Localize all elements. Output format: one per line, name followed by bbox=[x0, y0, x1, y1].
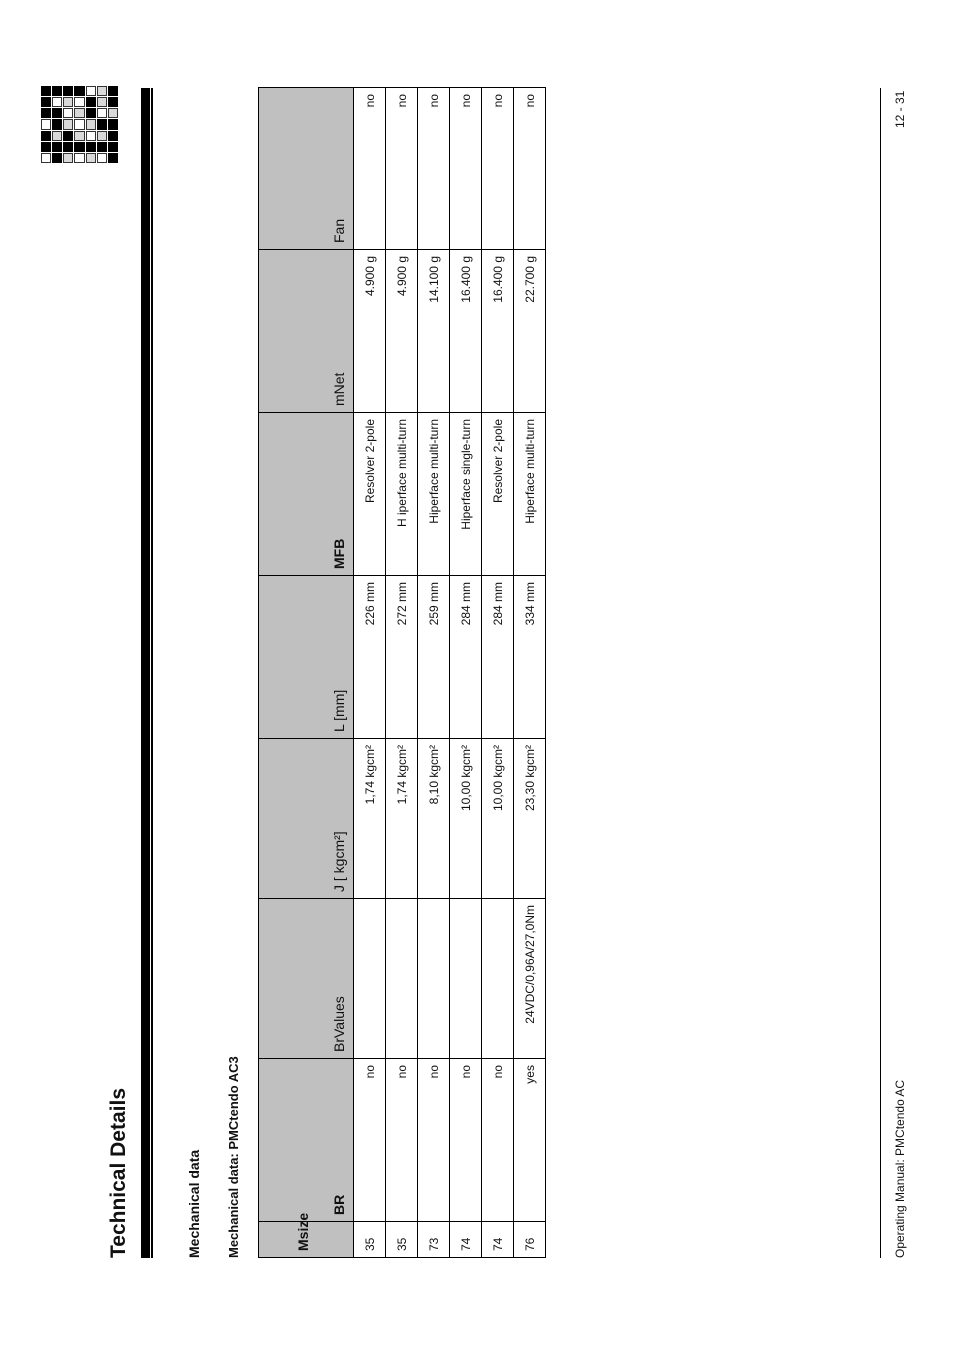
cell-mnet: 22.700 g bbox=[514, 250, 546, 413]
cell-br: yes bbox=[514, 1059, 546, 1222]
table-row bbox=[386, 88, 418, 1258]
cell-l: 226 mm bbox=[354, 576, 386, 739]
cell-mnet: 16.400 g bbox=[450, 250, 482, 413]
footer-manual-name: Operating Manual: PMCtendo AC bbox=[893, 1079, 907, 1258]
table-row bbox=[354, 88, 386, 1258]
company-logo bbox=[41, 86, 118, 163]
column-header-brvalues: BrValues bbox=[259, 899, 354, 1059]
cell-fan: no bbox=[514, 88, 546, 250]
column-header-mnet: mNet bbox=[259, 250, 354, 413]
cell-mfb: Hiperface multi-turn bbox=[418, 413, 450, 576]
cell-msize: 35 bbox=[354, 1222, 386, 1258]
cell-br: no bbox=[450, 1059, 482, 1222]
cell-l: 259 mm bbox=[418, 576, 450, 739]
cell-fan: no bbox=[450, 88, 482, 250]
cell-brvalues: 24VDC/0,96A/27,0Nm bbox=[514, 899, 546, 1059]
header-rule-thin bbox=[151, 88, 153, 1258]
cell-mfb: Resolver 2-pole bbox=[354, 413, 386, 576]
cell-l: 272 mm bbox=[386, 576, 418, 739]
cell-fan: no bbox=[386, 88, 418, 250]
cell-mfb: Hiperface multi-turn bbox=[514, 413, 546, 576]
cell-l: 334 mm bbox=[514, 576, 546, 739]
page-number: 12 - 31 bbox=[893, 90, 907, 128]
cell-j: 1,74 kgcm² bbox=[354, 739, 386, 899]
cell-j: 8,10 kgcm² bbox=[418, 739, 450, 899]
cell-j: 10,00 kgcm² bbox=[482, 739, 514, 899]
column-header-mfb: MFB bbox=[259, 413, 354, 576]
page-title: Technical Details bbox=[107, 1087, 130, 1258]
cell-mnet: 14.100 g bbox=[418, 250, 450, 413]
cell-msize: 74 bbox=[450, 1222, 482, 1258]
cell-mnet: 4.900 g bbox=[354, 250, 386, 413]
header-rule-thick bbox=[141, 88, 150, 1258]
table-row bbox=[450, 88, 482, 1258]
cell-br: no bbox=[354, 1059, 386, 1222]
table-row bbox=[514, 88, 546, 1258]
cell-brvalues bbox=[450, 899, 482, 1059]
cell-msize: 35 bbox=[386, 1222, 418, 1258]
subsection-heading: Mechanical data: PMCtendo AC3 bbox=[226, 1056, 241, 1258]
footer-rule bbox=[880, 88, 881, 1258]
cell-brvalues bbox=[386, 899, 418, 1059]
column-header-l: L [mm] bbox=[259, 576, 354, 739]
mechanical-data-table bbox=[258, 87, 546, 1258]
column-header-j: J [ kgcm²] bbox=[259, 739, 354, 899]
cell-l: 284 mm bbox=[482, 576, 514, 739]
cell-fan: no bbox=[418, 88, 450, 250]
cell-fan: no bbox=[354, 88, 386, 250]
cell-msize: 76 bbox=[514, 1222, 546, 1258]
cell-br: no bbox=[386, 1059, 418, 1222]
cell-l: 284 mm bbox=[450, 576, 482, 739]
cell-mfb: Hiperface single-turn bbox=[450, 413, 482, 576]
cell-fan: no bbox=[482, 88, 514, 250]
cell-mnet: 4.900 g bbox=[386, 250, 418, 413]
cell-j: 1,74 kgcm² bbox=[386, 739, 418, 899]
table-row bbox=[482, 88, 514, 1258]
table-header-row bbox=[259, 88, 354, 1258]
column-header-msize: Msize bbox=[259, 1222, 354, 1258]
column-header-br: BR bbox=[259, 1059, 354, 1222]
cell-j: 23,30 kgcm² bbox=[514, 739, 546, 899]
cell-br: no bbox=[482, 1059, 514, 1222]
section-heading: Mechanical data bbox=[186, 1149, 202, 1258]
cell-brvalues bbox=[418, 899, 450, 1059]
cell-mfb: H iperface multi-turn bbox=[386, 413, 418, 576]
mechanical-data-table-wrapper bbox=[258, 87, 546, 1258]
cell-mfb: Resolver 2-pole bbox=[482, 413, 514, 576]
cell-br: no bbox=[418, 1059, 450, 1222]
column-header-fan: Fan bbox=[259, 88, 354, 250]
cell-mnet: 16.400 g bbox=[482, 250, 514, 413]
cell-brvalues bbox=[354, 899, 386, 1059]
cell-msize: 74 bbox=[482, 1222, 514, 1258]
table-row bbox=[418, 88, 450, 1258]
cell-msize: 73 bbox=[418, 1222, 450, 1258]
cell-brvalues bbox=[482, 899, 514, 1059]
cell-j: 10,00 kgcm² bbox=[450, 739, 482, 899]
